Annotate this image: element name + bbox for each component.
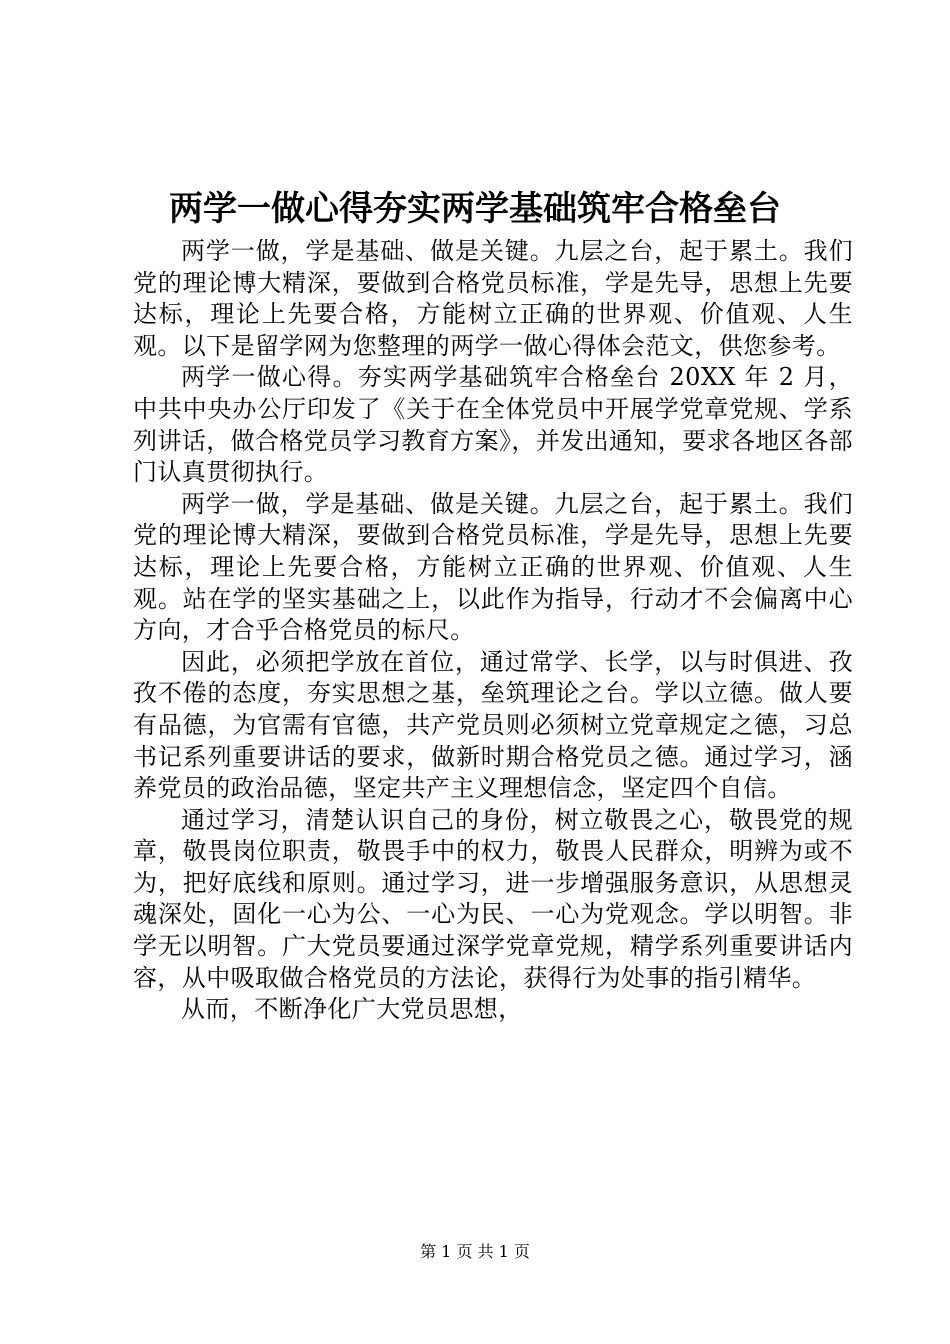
paragraph: 从而，不断净化广大党员思想， xyxy=(181,995,523,1024)
document-body xyxy=(133,236,853,1026)
document-title: 两学一做心得夯实两学基础筑牢合格垒台 xyxy=(169,189,781,229)
paragraph: 因此，必须把学放在首位，通过常学、长学，以与时俱进、孜孜不倦的态度，夯实思想之基，垒筑理论之台。学以立德。做人要有品德，为官需有官德，共产党员则必须树立党章规定之德，习总书记系列重要讲话的要求，做新时期合格党员之德。通过学习，涵养党员的政治品德，坚定共产主义理想信念，坚定四个自信。 xyxy=(133,647,853,803)
paragraph: 两学一做心得。夯实两学基础筑牢合格垒台 20XX 年 2 月，中共中央办公厅印发了《关于在全体党员中开展学党章党规、学系列讲话，做合格党员学习教育方案》，并发出通知，要求各地区各部门认真贯彻执行。 xyxy=(133,363,853,487)
paragraph: 通过学习，清楚认识自己的身份，树立敬畏之心，敬畏党的规章，敬畏岗位职责，敬畏手中的权力，敬畏人民群众，明辨为或不为，把好底线和原则。通过学习，进一步增强服务意识，从思想灵魂深处，固化一心为公、一心为民、一心为党观念。学以明智。非学无以明智。广大党员要通过深学党章党规，精学系列重要讲话内容，从中吸取做合格党员的方法论，获得行为处事的指引精华。 xyxy=(133,805,853,992)
paragraph: 两学一做，学是基础、做是关键。九层之台，起于累土。我们党的理论博大精深，要做到合格党员标准，学是先导，思想上先要达标，理论上先要合格，方能树立正确的世界观、价值观、人生观。站在学的坚实基础之上，以此作为指导，行动才不会偏离中心方向，才合乎合格党员的标尺。 xyxy=(133,489,853,645)
paragraph: 两学一做，学是基础、做是关键。九层之台，起于累土。我们党的理论博大精深，要做到合格党员标准，学是先导，思想上先要达标，理论上先要合格，方能树立正确的世界观、价值观、人生观。以下是留学网为您整理的两学一做心得体会范文，供您参考。 xyxy=(133,237,853,360)
page-footer: 第 1 页 共 1 页 xyxy=(420,1242,530,1261)
